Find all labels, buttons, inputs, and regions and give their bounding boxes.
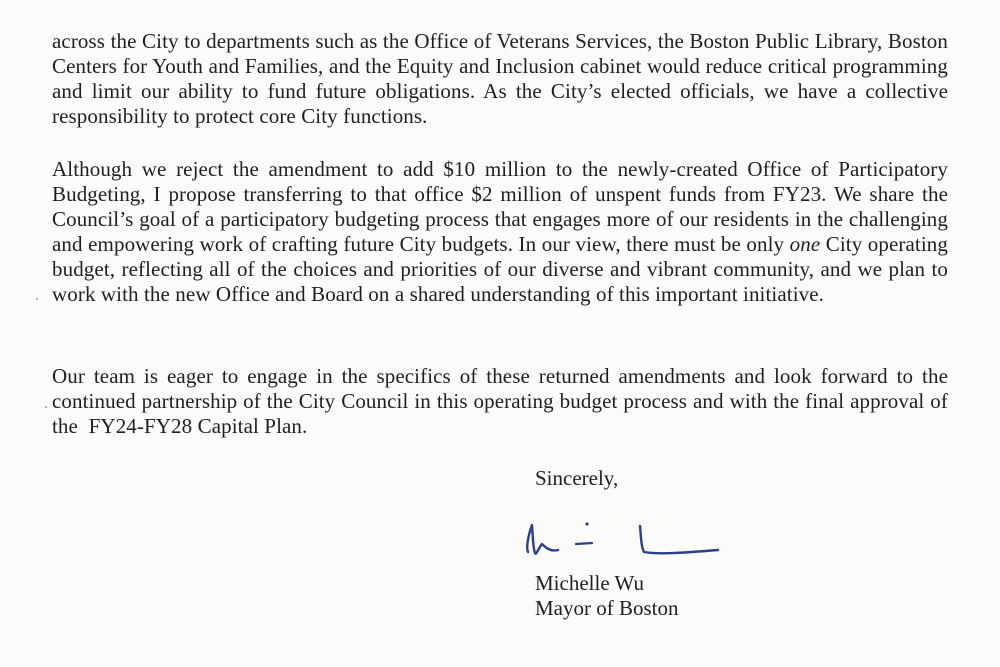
emphasized-word: one (789, 232, 821, 256)
paragraph-closing-remarks: Our team is eager to engage in the specifics of these returned amendments and look forward to the continued partnership of the City Council in this operating budget process and with the final approval of the FY24-FY28 Capital Plan. (52, 364, 954, 438)
signer-title: Mayor of Boston (535, 596, 679, 620)
scan-speck (45, 406, 47, 408)
paragraph-participatory-budgeting (52, 157, 948, 307)
signer-name: Michelle Wu (535, 571, 644, 595)
closing-salutation: Sincerely, (535, 466, 619, 490)
paragraph-funding-impact: across the City to departments such as the Office of Veterans Services, the Boston Public Library, Boston Centers for Youth and Families, and the Equity and Inclusion cabinet would reduce critical programming and limit our ability to fund future obligations. As the City’s elected officials, we have a collective responsibility to protect core City functions. (52, 29, 948, 128)
paragraph-text-after: City operating budget, reflecting all of the choices and priorities of our diverse and vibrant community, and we plan to work with the new Office and Board on a shared understanding of this important initiative. (52, 232, 949, 306)
scan-speck (36, 298, 38, 300)
handwritten-signature (512, 512, 732, 572)
paragraph-text-before: Although we reject the amendment to add $10 million to the newly-created Office of Participatory Budgeting, I propose transferring to that office $2 million of unspent funds from FY23. We share the Council’s goal of a participatory budgeting process that engages more of our residents in the challenging and empowering work of crafting future City budgets. In our view, there must be only (52, 157, 948, 256)
